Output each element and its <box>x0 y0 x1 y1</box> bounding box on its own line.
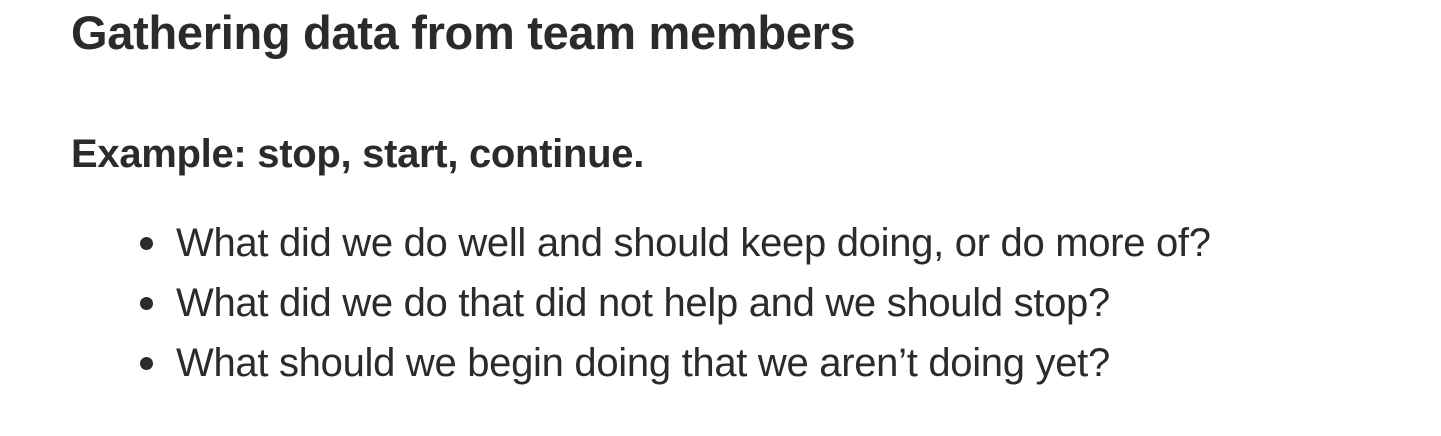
list-item <box>140 273 1211 333</box>
bullet-dot-icon <box>140 237 153 250</box>
example-subheading: Example: stop, start, continue. <box>71 132 645 176</box>
question-list <box>140 213 1211 393</box>
bullet-dot-icon <box>140 297 153 310</box>
question-text: What did we do well and should keep doing, or do more of? <box>176 221 1211 265</box>
page-title: Gathering data from team members <box>71 6 856 59</box>
list-item <box>140 333 1211 393</box>
question-text: What should we begin doing that we aren’t doing yet? <box>176 341 1110 385</box>
bullet-dot-icon <box>140 357 153 370</box>
list-item <box>140 213 1211 273</box>
question-text: What did we do that did not help and we should stop? <box>176 281 1110 325</box>
